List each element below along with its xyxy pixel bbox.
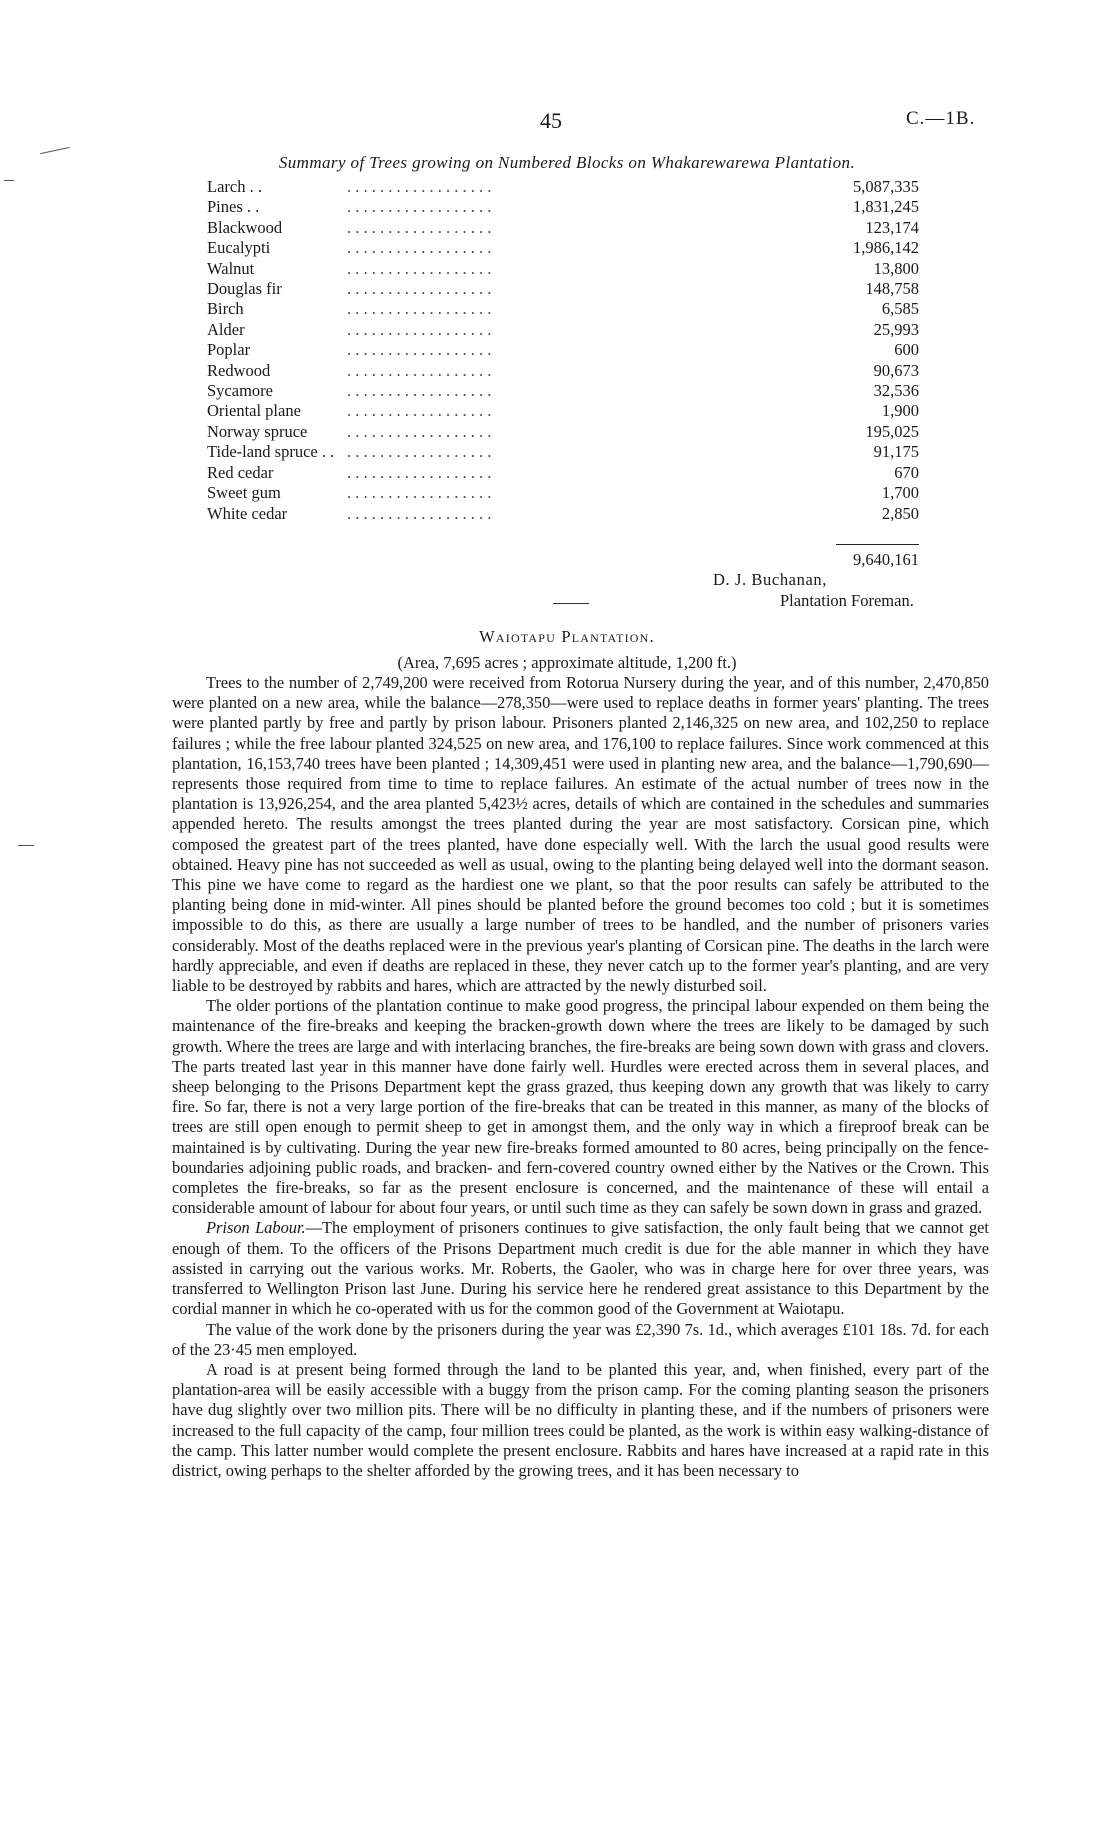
section-subheading: (Area, 7,695 acres ; approximate altitude, 1,200 ft.): [397, 653, 737, 672]
tree-count: 5,087,335: [853, 177, 919, 196]
tree-count: 1,900: [881, 401, 919, 421]
dot-leader: . . . . . . . . . . . . . . . . . .: [347, 483, 492, 503]
tree-count: 1,700: [881, 483, 919, 503]
tree-species: Alder: [207, 319, 245, 339]
dot-leader: . . . . . . . . . . . . . . . . . .: [347, 238, 492, 258]
prison-labour-text: —The employment of prisoners continues to give satisfaction, the only fault being that we cannot get enough of them. To the officers of the Prisons Department much credit is due for the able manner in which they have assisted in carrying out the various works. Mr. Roberts, the Gaoler, who was in charge here for over three years, was transferred to Wellington Prison last June. During his service here he rendered great assistance to this Department by the cordial manner in which he co-operated with us for the common good of the Government at Waiotapu.: [172, 1218, 989, 1319]
summary-row: [207, 442, 919, 462]
tree-count: 6,585: [881, 299, 919, 319]
tree-species: Eucalypti: [207, 238, 271, 258]
summary-row: [207, 401, 919, 421]
signature-dash: [553, 603, 589, 604]
section-heading: Waiotapu Plantation.: [479, 627, 655, 646]
tree-count: 32,536: [873, 381, 919, 401]
tree-count: 1,986,142: [853, 238, 919, 258]
summary-row: [207, 177, 919, 197]
tree-count: 90,673: [873, 360, 919, 380]
page-number: 45: [540, 108, 562, 133]
tree-species: Norway spruce: [207, 421, 308, 441]
total-rule: [836, 544, 919, 545]
tree-species: Sycamore: [207, 381, 273, 401]
dot-leader: . . . . . . . . . . . . . . . . . .: [347, 299, 492, 319]
dot-leader: . . . . . . . . . . . . . . . . . .: [347, 401, 492, 421]
tree-species: Red cedar: [207, 462, 274, 482]
dot-leader: . . . . . . . . . . . . . . . . . .: [347, 503, 492, 523]
tree-count: 148,758: [865, 279, 919, 299]
signer-name: D. J. Buchanan,: [713, 570, 827, 589]
tree-species: Redwood: [207, 360, 271, 380]
dot-leader: . . . . . . . . . . . . . . . . . .: [347, 197, 492, 217]
tree-count: 25,993: [873, 319, 919, 339]
summary-row: [207, 279, 919, 299]
summary-title: Summary of Trees growing on Numbered Blocks on Whakarewarewa Plantation.: [278, 153, 856, 172]
summary-row: [207, 320, 919, 340]
summary-row: [207, 340, 919, 360]
summary-row: [207, 238, 919, 258]
tree-summary-table: [207, 177, 919, 524]
tree-count: 2,850: [881, 503, 919, 523]
paragraph-work-value: The value of the work done by the prisoners during the year was £2,390 7s. 1d., which averages £101 18s. 7d. for each of the 23·45 men employed.: [172, 1319, 989, 1359]
summary-row: [207, 381, 919, 401]
dot-leader: . . . . . . . . . . . . . . . . . .: [347, 258, 492, 278]
dot-leader: . . . . . . . . . . . . . . . . . .: [347, 360, 492, 380]
tree-species: Blackwood: [207, 217, 283, 237]
paragraph-trees: Trees to the number of 2,749,200 were received from Rotorua Nursery during the year, and of this number, 2,470,850 were planted on a new area, while the balance—278,350—were used to replace deaths in former years' planting. The trees were planted partly by free and partly by prison labour. Prisoners planted 2,146,325 on new area, and 102,250 to replace failures ; while the free labour planted 324,525 on new area, and 176,100 to replace failures. Since work commenced at this plantation, 16,153,740 trees have been planted ; 14,309,451 were used in planting new area, and the balance—1,790,690—represents those required from time to time to replace failures. An estimate of the actual number of trees now in the plantation is 13,926,254, and the area planted 5,423½ acres, details of which are contained in the schedules and summaries appended hereto. The results amongst the trees planted during the year are most satisfactory. Corsican pine, which composed the greatest part of the trees planted, have done especially well. With the larch the usual good results were obtained. Heavy pine has not succeeded as well as usual, owing to the planting being delayed well into the dormant season. This pine we have come to regard as the hardiest one we plant, so that the poor results can safely be attributed to the planting being done in mid-winter. All pines should be planted before the ground becomes too cold ; but it is sometimes impossible to do this, as there are usually a large number of trees to be handled, and the number of prisoners varies considerably. Most of the deaths replaced were in the previous year's planting of Corsican pine. The deaths in the larch were hardly appreciable, and even if deaths are replaced in these, they never catch up to the former year's planting, and are very liable to be destroyed by rabbits and hares, which are attracted by the newly disturbed soil.: [172, 673, 989, 996]
tree-count: 123,174: [865, 217, 919, 237]
summary-row: [207, 259, 919, 279]
dot-leader: . . . . . . . . . . . . . . . . . .: [347, 340, 492, 360]
tree-count: 600: [894, 340, 919, 360]
summary-row: [207, 504, 919, 524]
dot-leader: . . . . . . . . . . . . . . . . . .: [347, 462, 492, 482]
prison-labour-heading: Prison Labour.: [206, 1218, 306, 1238]
body-text: [172, 673, 989, 1481]
summary-row: [207, 463, 919, 483]
tree-species: Douglas fir: [207, 279, 282, 299]
dot-leader: . . . . . . . . . . . . . . . . . .: [347, 217, 492, 237]
tree-species: Poplar: [207, 340, 251, 360]
document-reference: C.—1B.: [906, 108, 976, 129]
tree-species: Pines . .: [207, 197, 260, 217]
tree-species: Larch . .: [207, 177, 262, 196]
dot-leader: . . . . . . . . . . . . . . . . . .: [347, 421, 492, 441]
paragraph-road: A road is at present being formed through the land to be planted this year, and, when finished, every part of the plantation-area will be easily accessible with a buggy from the prison camp. For the coming planting season the prisoners have dug slightly over two million pits. There will be no difficulty in planting these, and if the numbers of prisoners were increased to the full capacity of the camp, four million trees could be planted, as the work is within easy walking-distance of the camp. This latter number would complete the present enclosure. Rabbits and hares have increased at a rapid rate in this district, owing perhaps to the shelter afforded by the growing trees, and it has been necessary to: [172, 1359, 989, 1480]
tree-count: 195,025: [865, 421, 919, 441]
dot-leader: . . . . . . . . . . . . . . . . . .: [347, 381, 492, 401]
tree-count: 1,831,245: [853, 197, 919, 217]
tree-count: 13,800: [873, 258, 919, 278]
summary-row: [207, 299, 919, 319]
tree-species: Birch: [207, 299, 244, 319]
dot-leader: . . . . . . . . . . . . . . . . . .: [347, 442, 492, 462]
total-value: 9,640,161: [853, 550, 919, 569]
margin-mark: [40, 147, 70, 154]
paragraph-older-portions: The older portions of the plantation continue to make good progress, the principal labour expended on them being the maintenance of the fire-breaks and keeping the bracken-growth down where the trees are likely to be damaged by such growth. Where the trees are large and with interlacing branches, the fire-breaks are being sown down with grass and clovers. The parts treated last year in this manner have done fairly well. Hurdles were erected across them in several places, and sheep belonging to the Prisons Department kept the grass grazed, thus keeping down any growth that was likely to carry fire. So far, there is not a very large portion of the fire-breaks that can be treated in this manner, as many of the blocks of trees are still open enough to permit sheep to get in amongst them, and the only way in which a fireproof break can be maintained is by cultivating. During the year new fire-breaks formed amounted to 80 acres, being principally on the fence-boundaries adjoining public roads, and bracken- and fern-covered country owned either by the Natives or the Crown. This completes the fire-breaks, so far as the present enclosure is concerned, and the maintenance of these will entail a considerable amount of labour for about four years, or until such time as they can safely be sown down in grass and grazed.: [172, 996, 989, 1218]
dot-leader: . . . . . . . . . . . . . . . . . .: [347, 279, 492, 299]
summary-row: [207, 483, 919, 503]
tree-count: 670: [894, 462, 919, 482]
dot-leader: . . . . . . . . . . . . . . . . . .: [347, 177, 492, 196]
tree-species: Walnut: [207, 258, 255, 278]
tree-count: 91,175: [873, 442, 919, 462]
margin-mark: [4, 180, 14, 181]
tree-species: Tide-land spruce . .: [207, 442, 335, 462]
signer-title: Plantation Foreman.: [780, 591, 914, 610]
summary-row: [207, 218, 919, 238]
dot-leader: . . . . . . . . . . . . . . . . . .: [347, 319, 492, 339]
tree-species: White cedar: [207, 503, 288, 523]
tree-species: Sweet gum: [207, 483, 281, 503]
margin-mark: [18, 845, 34, 846]
summary-row: [207, 361, 919, 381]
tree-species: Oriental plane: [207, 401, 301, 421]
summary-row: [207, 422, 919, 442]
summary-row: [207, 197, 919, 217]
paragraph-prison-labour: [172, 1218, 989, 1319]
